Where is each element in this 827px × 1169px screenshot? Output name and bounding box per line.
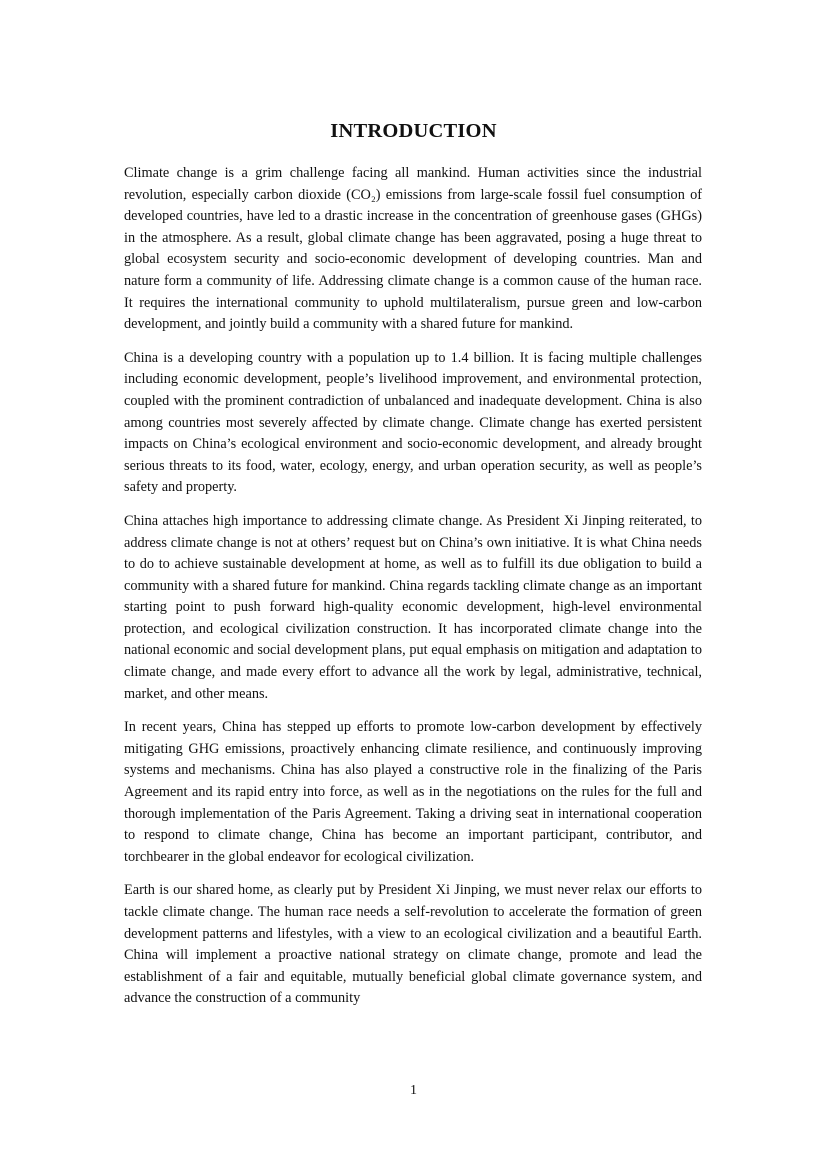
body-text: [124, 163, 702, 1010]
paragraph-2: China is a developing country with a population up to 1.4 billion. It is facing multiple challenges including economic development, people’s livelihood improvement, and environmental protection, coupled with the prominent contradiction of unbalanced and inadequate development. China is also among countries most severely affected by climate change. Climate change has exerted persistent impacts on China’s ecological environment and socio-economic development, and already brought serious threats to its food, water, ecology, energy, and urban operation security, as well as people’s safety and property.: [124, 349, 702, 496]
page-title: INTRODUCTION: [330, 120, 497, 142]
paragraph-3: China attaches high importance to addressing climate change. As President Xi Jinping reiterated, to address climate change is not at others’ request but on China’s own initiative. It is what China needs to do to achieve sustainable development at home, as well as to fulfill its due obligation to build a community with a shared future for mankind. China regards tackling climate change as an important starting point to push forward high-quality economic development, high-level environmental protection, and ecological civilization construction. It has incorporated climate change into the national economic and social development plans, put equal emphasis on mitigation and adaptation to climate change, and made every effort to advance all the work by legal, administrative, technical, market, and other means.: [124, 512, 702, 702]
page-number: 1: [410, 1083, 417, 1098]
paragraph-5: Earth is our shared home, as clearly put by President Xi Jinping, we must never relax our efforts to tackle climate change. The human race needs a self-revolution to accelerate the formation of green development patterns and lifestyles, with a view to an ecological civilization and a beautiful Earth. China will implement a proactive national strategy on climate change, promote and lead the establishment of a fair and equitable, mutually beneficial global climate governance system, and advance the construction of a community: [124, 882, 702, 1007]
paragraph-4: In recent years, China has stepped up efforts to promote low-carbon development by effectively mitigating GHG emissions, proactively enhancing climate resilience, and continuously improving systems and mechanisms. China has also played a constructive role in the finalizing of the Paris Agreement and its rapid entry into force, as well as in the negotiations on the rules for the full and thorough implementation of the Paris Agreement. Taking a driving seat in international cooperation to respond to climate change, China has become an important participant, contributor, and torchbearer in the global endeavor for ecological civilization.: [124, 719, 702, 865]
paragraph-1: Climate change is a grim challenge facing all mankind. Human activities since the industrial revolution, especially carbon dioxide (CO₂) emissions from large-scale fossil fuel consumption of developed countries, have led to a drastic increase in the concentration of greenhouse gases (GHGs) in the atmosphere. As a result, global climate change has been aggravated, posing a huge threat to global ecosystem security and socio-economic development of developing countries. Man and nature form a community of life. Addressing climate change is a common cause of the human race. It requires the international community to uphold multilateralism, pursue green and low-carbon development, and jointly build a community with a shared future for mankind.: [124, 165, 702, 333]
